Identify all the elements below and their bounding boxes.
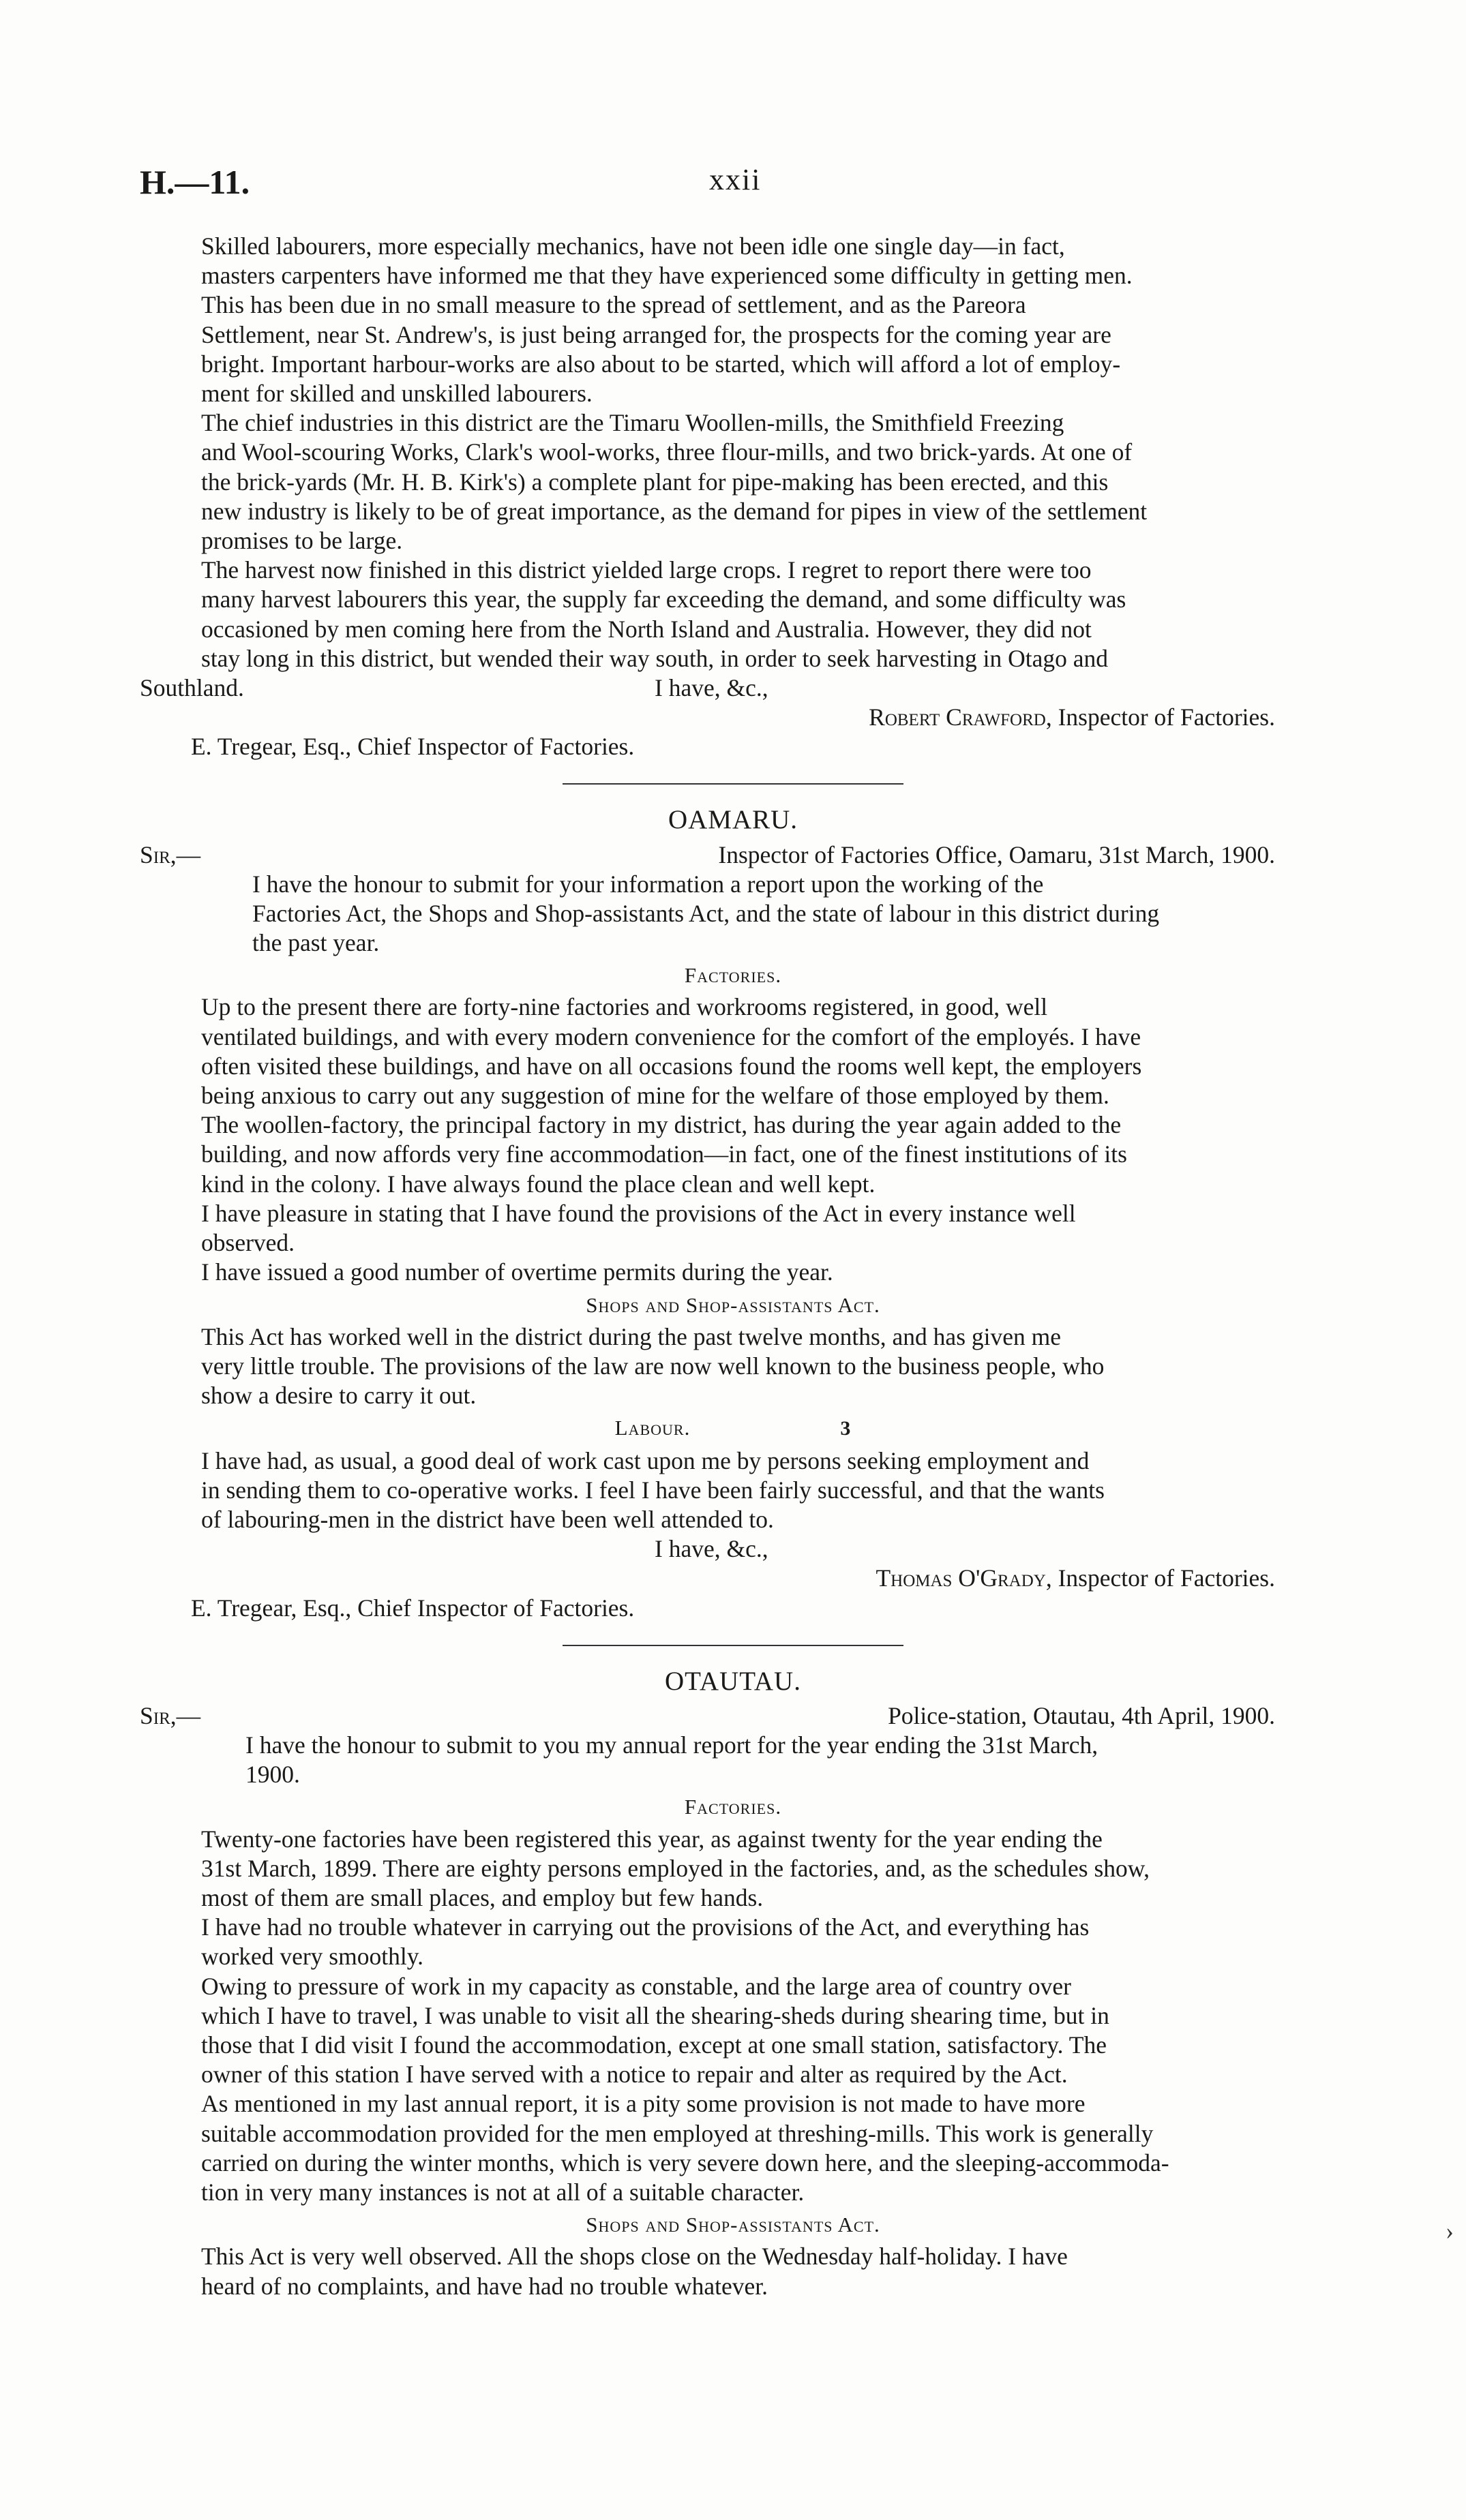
text-line: kind in the colony. I have always found the place clean and well kept. xyxy=(201,1170,876,1198)
signature-name: Robert Crawford xyxy=(869,703,1046,731)
signature-title: , Inspector of Factories. xyxy=(1045,703,1275,731)
text-line: 1900. xyxy=(245,1761,300,1789)
text-line: tion in very many instances is not at all of a suitable character. xyxy=(201,2178,805,2206)
text-line: occasioned by men coming here from the North Island and Australia. However, they did not xyxy=(201,615,1092,643)
text-line: bright. Important harbour-works are also about to be started, which will afford a lot of employ- xyxy=(201,350,1121,378)
paragraph xyxy=(140,1731,1326,1789)
text-line: I have the honour to submit to you my annual report for the year ending the 31st March, xyxy=(245,1731,1098,1759)
signature xyxy=(140,1564,1326,1593)
text-line: Up to the present there are forty-nine factories and workrooms registered, in good, well xyxy=(201,993,1048,1021)
text-line: many harvest labourers this year, the supply far exceeding the demand, and some difficulty was xyxy=(201,586,1126,613)
text-line: heard of no complaints, and have had no trouble whatever. xyxy=(201,2272,768,2300)
text-line: show a desire to carry it out. xyxy=(201,1382,477,1410)
signature-title: , Inspector of Factories. xyxy=(1045,1564,1275,1592)
section-heading: OAMARU. xyxy=(668,805,798,835)
salutation-line xyxy=(140,1701,1326,1731)
text-line: and Wool-scouring Works, Clark's wool-works, three flour-mills, and two brick-yards. At one of xyxy=(201,438,1133,466)
text-line: Southland. xyxy=(140,674,244,702)
document-code: H.—11. xyxy=(140,163,250,201)
sender-address: Police-station, Otautau, 4th April, 1900. xyxy=(888,1701,1275,1729)
text-line: masters carpenters have informed me that they have experienced some difficulty in getting men. xyxy=(201,262,1133,290)
text-line: being anxious to carry out any suggestion of mine for the welfare of those employed by them. xyxy=(201,1082,1109,1110)
text-line: very little trouble. The provisions of the law are now well known to the business people, who xyxy=(201,1352,1105,1380)
signature-name: Thomas O'Grady xyxy=(876,1564,1046,1592)
text-line: ventilated buildings, and with every modern convenience for the comfort of the employés. I have xyxy=(201,1022,1141,1050)
text-line: owner of this station I have served with a notice to repair and alter as required by the Act. xyxy=(201,2061,1068,2089)
paragraph xyxy=(140,992,1326,1198)
page-number: xxii xyxy=(709,163,762,196)
text-line: The woollen-factory, the principal factory in my district, has during the year again added to the xyxy=(201,1111,1122,1139)
signature xyxy=(140,703,1326,732)
paragraph xyxy=(140,232,1326,290)
section-divider xyxy=(563,783,903,785)
paragraph xyxy=(140,2089,1326,2207)
text-line: the past year. xyxy=(252,929,380,957)
text-line: This Act is very well observed. All the shops close on the Wednesday half-holiday. I have xyxy=(201,2243,1068,2271)
paragraph xyxy=(140,556,1326,673)
text-line: promises to be large. xyxy=(201,527,403,555)
addressee: E. Tregear, Esq., Chief Inspector of Factories. xyxy=(191,1594,635,1622)
text-line: I have had no trouble whatever in carrying out the provisions of the Act, and everything has xyxy=(201,1913,1090,1941)
text-line: Factories Act, the Shops and Shop-assistants Act, and the state of labour in this district during xyxy=(252,899,1160,927)
text-line: carried on during the winter months, which is very severe down here, and the sleeping-accommoda- xyxy=(201,2149,1169,2176)
text-line: This has been due in no small measure to the spread of settlement, and as the Pareora xyxy=(201,291,1026,319)
text-line: Owing to pressure of work in my capacity as constable, and the large area of country over xyxy=(201,1972,1071,2000)
text-line: The harvest now finished in this district yielded large crops. I regret to report there were too xyxy=(201,556,1092,584)
paragraph xyxy=(140,1913,1326,1971)
text-line: I have pleasure in stating that I have found the provisions of the Act in every instance well xyxy=(201,1199,1076,1227)
subsection-heading: Factories. xyxy=(684,963,782,988)
text-line: suitable accommodation provided for the men employed at threshing-mills. This work is generally xyxy=(201,2119,1154,2147)
text-line: often visited these buildings, and have on all occasions found the rooms well kept, the employers xyxy=(201,1052,1142,1080)
text-line: I have issued a good number of overtime permits during the year. xyxy=(201,1258,833,1286)
salutation: Sir,— xyxy=(140,840,201,868)
salutation-line xyxy=(140,840,1326,870)
sender-address: Inspector of Factories Office, Oamaru, 31st March, 1900. xyxy=(718,840,1275,868)
text-line: Skilled labourers, more especially mechanics, have not been idle one single day—in fact, xyxy=(201,232,1065,260)
text-line: This Act has worked well in the district during the past twelve months, and has given me xyxy=(201,1322,1061,1350)
report-body xyxy=(140,232,1326,2301)
text-line: 31st March, 1899. There are eighty persons employed in the factories, and, as the schedules show, xyxy=(201,1854,1150,1882)
text-line: Twenty-one factories have been registered this year, as against twenty for the year ending the xyxy=(201,1825,1103,1853)
ink-mark: 3 xyxy=(840,1417,852,1440)
text-line: of labouring-men in the district have been well attended to. xyxy=(201,1505,774,1533)
paragraph xyxy=(140,870,1326,958)
paragraph xyxy=(140,1322,1326,1411)
text-line: new industry is likely to be of great importance, as the demand for pipes in view of the settlement xyxy=(201,497,1148,525)
paragraph xyxy=(140,1446,1326,1535)
section-divider xyxy=(563,1645,903,1646)
text-line: most of them are small places, and employ but few hands. xyxy=(201,1883,764,1911)
paragraph xyxy=(140,290,1326,408)
paragraph xyxy=(140,2242,1326,2301)
text-line: the brick-yards (Mr. H. B. Kirk's) a complete plant for pipe-making has been erected, and this xyxy=(201,468,1109,496)
addressee: E. Tregear, Esq., Chief Inspector of Factories. xyxy=(191,733,635,761)
text-line: building, and now affords very fine accommodation—in fact, one of the finest institutions of its xyxy=(201,1140,1127,1168)
paragraph xyxy=(140,408,1326,556)
closing-regards: I have, &c., xyxy=(655,1535,768,1563)
subsection-heading: Shops and Shop-assistants Act. xyxy=(586,1292,880,1317)
paragraph xyxy=(140,1258,1326,1287)
text-line: The chief industries in this district are the Timaru Woollen-mills, the Smithfield Freezing xyxy=(201,409,1064,437)
closing-regards: I have, &c., xyxy=(655,674,768,702)
paragraph xyxy=(140,1825,1326,1913)
page-header xyxy=(140,162,1319,210)
subsection-heading: Shops and Shop-assistants Act. xyxy=(586,2213,880,2237)
text-line: I have had, as usual, a good deal of work cast upon me by persons seeking employment and xyxy=(201,1446,1090,1474)
subsection-heading-row xyxy=(140,1413,1326,1443)
subsection-heading: Factories. xyxy=(684,1795,782,1819)
text-line: stay long in this district, but wended their way south, in order to seek harvesting in Otago and xyxy=(201,644,1109,672)
text-line: those that I did visit I found the accommodation, except at one small station, satisfactory. The xyxy=(201,2031,1107,2059)
text-line: ment for skilled and unskilled labourers. xyxy=(201,380,593,408)
text-line: Settlement, near St. Andrew's, is just being arranged for, the prospects for the coming year are xyxy=(201,320,1111,348)
text-line: worked very smoothly. xyxy=(201,1943,424,1971)
text-line: observed. xyxy=(201,1229,295,1257)
text-line: in sending them to co-operative works. I feel I have been fairly successful, and that the wants xyxy=(201,1476,1105,1504)
closing-line xyxy=(140,673,1326,703)
margin-mark-icon: › xyxy=(1446,2217,1454,2245)
text-line: which I have to travel, I was unable to visit all the shearing-sheds during shearing time, but in xyxy=(201,2001,1109,2029)
paragraph xyxy=(140,1199,1326,1258)
section-heading: OTAUTAU. xyxy=(665,1666,801,1696)
text-line: As mentioned in my last annual report, it is a pity some provision is not made to have more xyxy=(201,2090,1086,2118)
paragraph xyxy=(140,1972,1326,2090)
salutation: Sir,— xyxy=(140,1701,201,1729)
subsection-heading: Labour. xyxy=(614,1416,691,1440)
text-line: I have the honour to submit for your information a report upon the working of the xyxy=(252,870,1044,898)
